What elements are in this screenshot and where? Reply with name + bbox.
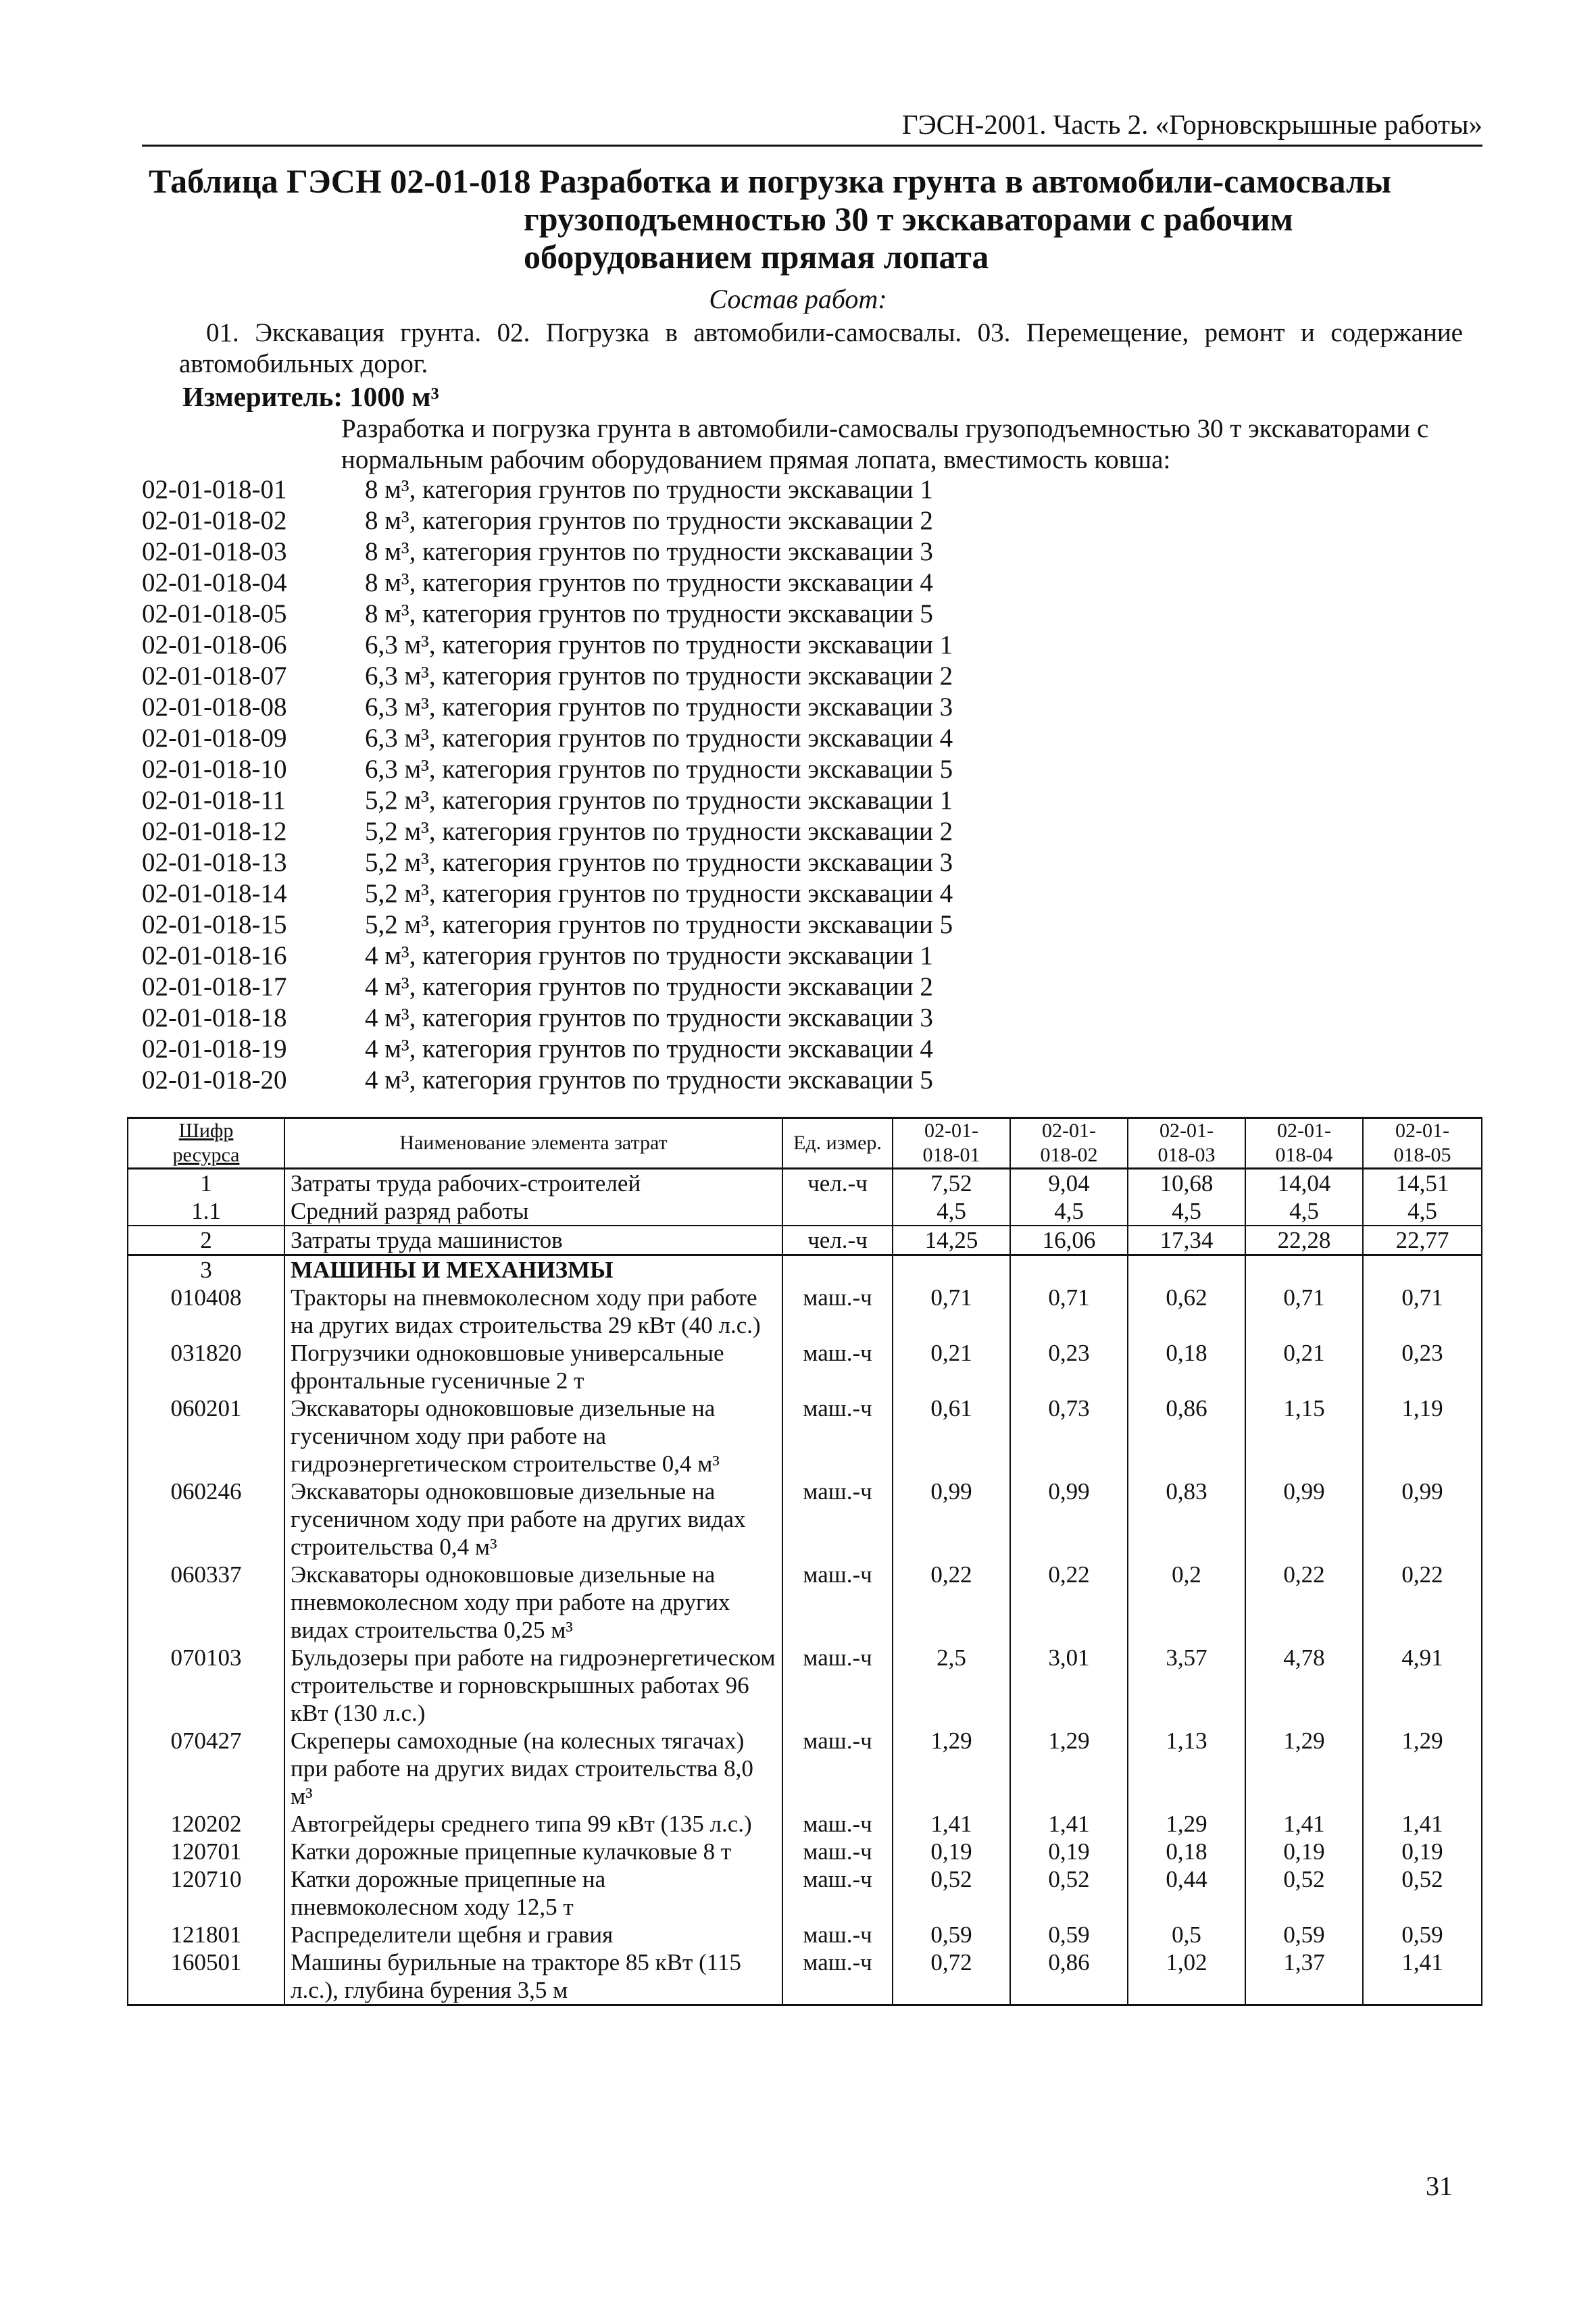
- header-code-line2: ресурса: [172, 1144, 240, 1166]
- cell-value: 0,62: [1128, 1284, 1245, 1339]
- cell-value: 1,41: [1245, 1810, 1363, 1838]
- code-list-item: [142, 972, 1482, 1003]
- code-number: 02-01-018-11: [142, 786, 286, 815]
- cell-unit: маш.-ч: [782, 1478, 893, 1561]
- cell-cost-element: Автогрейдеры среднего типа 99 кВт (135 л.с.): [284, 1810, 782, 1838]
- cell-value: 0,22: [1010, 1561, 1128, 1644]
- cell-unit: маш.-ч: [782, 1339, 893, 1394]
- cell-value: 0,99: [1363, 1478, 1482, 1561]
- cell-value: 0,99: [1245, 1478, 1363, 1561]
- code-number: 02-01-018-09: [142, 724, 287, 753]
- cell-cost-element: Бульдозеры при работе на гидроэнергетическом строительстве и горновскрышных работах 96 кВт (130 л.с.): [284, 1644, 782, 1727]
- cell-value: 1,29: [1010, 1727, 1128, 1810]
- table-row: [128, 1727, 1482, 1810]
- cell-value: 0,99: [893, 1478, 1010, 1561]
- cell-value: 0,59: [1363, 1921, 1482, 1948]
- code-description: 4 м³, категория грунтов по трудности экскавации 1: [365, 941, 933, 970]
- cell-value: 2,5: [893, 1644, 1010, 1727]
- code-list-item: [142, 816, 1482, 847]
- cell-value: 1,41: [1010, 1810, 1128, 1838]
- code-description: 6,3 м³, категория грунтов по трудности экскавации 2: [365, 661, 953, 690]
- cell-cost-element: Затраты труда машинистов: [284, 1226, 782, 1255]
- cell-value: 4,5: [893, 1197, 1010, 1226]
- codes-intro: Разработка и погрузка грунта в автомобили-самосвалы грузоподъемностью 30 т экскаваторами с нормальным рабочим оборудованием прямая лопата, вместимость ковша:: [341, 414, 1429, 474]
- cell-value: 0,2: [1128, 1561, 1245, 1644]
- cell-value: 16,06: [1010, 1226, 1128, 1255]
- cell-value: 0,83: [1128, 1478, 1245, 1561]
- table-row: [128, 1169, 1482, 1198]
- code-description: 8 м³, категория грунтов по трудности экскавации 2: [365, 506, 933, 535]
- cell-resource-code: 121801: [128, 1921, 284, 1948]
- cell-value: [1245, 1255, 1363, 1284]
- cell-value: [1010, 1255, 1128, 1284]
- cell-resource-code: 3: [128, 1255, 284, 1284]
- cell-value: 0,72: [893, 1948, 1010, 2005]
- code-list-item: [142, 940, 1482, 972]
- cell-value: 0,18: [1128, 1838, 1245, 1865]
- code-description: 5,2 м³, категория грунтов по трудности экскавации 5: [365, 910, 953, 939]
- cell-unit: маш.-ч: [782, 1284, 893, 1339]
- cell-value: 0,71: [1245, 1284, 1363, 1339]
- cell-cost-element: Скреперы самоходные (на колесных тягачах) при работе на других видах строительства 8,0 м³: [284, 1727, 782, 1810]
- cell-resource-code: 160501: [128, 1948, 284, 2005]
- composition-heading: Состав работ:: [709, 284, 887, 314]
- cell-value: 14,25: [893, 1226, 1010, 1255]
- header-col-1: 02-01- 018-01: [893, 1118, 1010, 1169]
- running-header: ГЭСН-2001. Часть 2. «Горновскрышные работы»: [142, 108, 1482, 147]
- table-row: [128, 1284, 1482, 1339]
- code-description: 4 м³, категория грунтов по трудности экскавации 2: [365, 972, 933, 1001]
- code-number: 02-01-018-03: [142, 537, 287, 566]
- cell-value: 0,99: [1010, 1478, 1128, 1561]
- cell-value: 1,29: [1363, 1727, 1482, 1810]
- cell-resource-code: 010408: [128, 1284, 284, 1339]
- cell-value: 0,86: [1128, 1394, 1245, 1478]
- cell-value: 0,59: [1010, 1921, 1128, 1948]
- code-list-item: [142, 474, 1482, 505]
- table-row: [128, 1478, 1482, 1561]
- cell-value: 4,5: [1128, 1197, 1245, 1226]
- cell-value: 0,52: [893, 1865, 1010, 1921]
- code-list-item: [142, 909, 1482, 940]
- cell-value: 0,73: [1010, 1394, 1128, 1478]
- cell-value: 3,01: [1010, 1644, 1128, 1727]
- code-list-item: [142, 723, 1482, 754]
- cell-resource-code: 120202: [128, 1810, 284, 1838]
- cell-value: 4,5: [1245, 1197, 1363, 1226]
- cell-unit: чел.-ч: [782, 1226, 893, 1255]
- measure-unit: Измеритель: 1000 м³: [182, 381, 439, 412]
- cell-value: 0,21: [893, 1339, 1010, 1394]
- code-number: 02-01-018-15: [142, 910, 287, 939]
- cell-value: 1,29: [1245, 1727, 1363, 1810]
- cell-unit: маш.-ч: [782, 1865, 893, 1921]
- cell-resource-code: 1.1: [128, 1197, 284, 1226]
- cell-value: 17,34: [1128, 1226, 1245, 1255]
- code-number: 02-01-018-06: [142, 630, 287, 659]
- cell-value: 3,57: [1128, 1644, 1245, 1727]
- code-number: 02-01-018-01: [142, 475, 287, 504]
- page-number: 31: [1426, 2171, 1453, 2201]
- cell-value: 0,71: [1010, 1284, 1128, 1339]
- cell-cost-element: МАШИНЫ И МЕХАНИЗМЫ: [284, 1255, 782, 1284]
- cell-value: 1,29: [893, 1727, 1010, 1810]
- cell-value: 0,21: [1245, 1339, 1363, 1394]
- table-row: [128, 1339, 1482, 1394]
- cell-value: 22,28: [1245, 1226, 1363, 1255]
- table-row: [128, 1921, 1482, 1948]
- code-description: 5,2 м³, категория грунтов по трудности экскавации 3: [365, 848, 953, 877]
- cell-value: 4,5: [1363, 1197, 1482, 1226]
- code-description: 6,3 м³, категория грунтов по трудности экскавации 3: [365, 693, 953, 722]
- cell-value: 22,77: [1363, 1226, 1482, 1255]
- code-list-item: [142, 1003, 1482, 1034]
- cell-cost-element: Тракторы на пневмоколесном ходу при работе на других видах строительства 29 кВт (40 л.с.): [284, 1284, 782, 1339]
- cell-unit: [782, 1197, 893, 1226]
- table-title: [149, 162, 1432, 276]
- cell-value: 14,04: [1245, 1169, 1363, 1198]
- cell-value: 10,68: [1128, 1169, 1245, 1198]
- cell-resource-code: 031820: [128, 1339, 284, 1394]
- table-row: [128, 1810, 1482, 1838]
- cell-cost-element: Катки дорожные прицепные кулачковые 8 т: [284, 1838, 782, 1865]
- header-code-line1: Шифр: [178, 1120, 234, 1142]
- table-row: [128, 1948, 1482, 2005]
- cell-cost-element: Катки дорожные прицепные на пневмоколесном ходу 12,5 т: [284, 1865, 782, 1921]
- cell-cost-element: Распределители щебня и гравия: [284, 1921, 782, 1948]
- cell-resource-code: 070103: [128, 1644, 284, 1727]
- cell-value: 0,22: [1245, 1561, 1363, 1644]
- cell-unit: маш.-ч: [782, 1561, 893, 1644]
- cell-value: 7,52: [893, 1169, 1010, 1198]
- code-description: 5,2 м³, категория грунтов по трудности экскавации 2: [365, 817, 953, 846]
- code-list-item: [142, 1065, 1482, 1096]
- cell-cost-element: Экскаваторы одноковшовые дизельные на гусеничном ходу при работе на других видах строительства 0,4 м³: [284, 1478, 782, 1561]
- cell-value: 0,61: [893, 1394, 1010, 1478]
- cell-value: 0,18: [1128, 1339, 1245, 1394]
- header-col-3: 02-01- 018-03: [1128, 1118, 1245, 1169]
- header-unit: Ед. измер.: [782, 1118, 893, 1169]
- cell-unit: [782, 1255, 893, 1284]
- cell-resource-code: 1: [128, 1169, 284, 1198]
- code-list-item: [142, 661, 1482, 692]
- code-description: 8 м³, категория грунтов по трудности экскавации 1: [365, 475, 933, 504]
- cell-value: 0,86: [1010, 1948, 1128, 2005]
- code-description: 8 м³, категория грунтов по трудности экскавации 3: [365, 537, 933, 566]
- cell-value: 1,41: [1363, 1810, 1482, 1838]
- cell-resource-code: 120701: [128, 1838, 284, 1865]
- cell-resource-code: 060337: [128, 1561, 284, 1644]
- code-number: 02-01-018-04: [142, 568, 287, 597]
- code-number: 02-01-018-20: [142, 1065, 287, 1095]
- cell-value: 1,41: [1363, 1948, 1482, 2005]
- cell-value: 0,23: [1010, 1339, 1128, 1394]
- header-col-5: 02-01- 018-05: [1363, 1118, 1482, 1169]
- code-number: 02-01-018-02: [142, 506, 287, 535]
- cell-value: 4,78: [1245, 1644, 1363, 1727]
- header-col-4: 02-01- 018-04: [1245, 1118, 1363, 1169]
- code-description: 8 м³, категория грунтов по трудности экскавации 5: [365, 599, 933, 628]
- code-list: [142, 474, 1482, 1096]
- table-row: [128, 1644, 1482, 1727]
- table-row: [128, 1226, 1482, 1255]
- cell-value: 0,71: [893, 1284, 1010, 1339]
- table-body: [128, 1169, 1482, 2005]
- cell-resource-code: 070427: [128, 1727, 284, 1810]
- table-row: [128, 1865, 1482, 1921]
- table-header-row: [128, 1118, 1482, 1169]
- cell-value: 0,5: [1128, 1921, 1245, 1948]
- cell-cost-element: Средний разряд работы: [284, 1197, 782, 1226]
- cell-value: 0,22: [1363, 1561, 1482, 1644]
- cell-value: 0,52: [1245, 1865, 1363, 1921]
- code-number: 02-01-018-07: [142, 661, 287, 690]
- cell-value: 0,22: [893, 1561, 1010, 1644]
- cell-value: 9,04: [1010, 1169, 1128, 1198]
- cell-value: [1363, 1255, 1482, 1284]
- resource-table: [127, 1117, 1482, 2006]
- code-number: 02-01-018-17: [142, 972, 287, 1001]
- cell-unit: маш.-ч: [782, 1394, 893, 1478]
- cell-value: 1,41: [893, 1810, 1010, 1838]
- cell-unit: маш.-ч: [782, 1948, 893, 2005]
- cell-value: 0,19: [893, 1838, 1010, 1865]
- cell-value: 0,44: [1128, 1865, 1245, 1921]
- cell-value: 0,19: [1245, 1838, 1363, 1865]
- cell-value: 1,13: [1128, 1727, 1245, 1810]
- cell-cost-element: Затраты труда рабочих-строителей: [284, 1169, 782, 1198]
- cell-value: 0,19: [1363, 1838, 1482, 1865]
- table-row: [128, 1197, 1482, 1226]
- code-number: 02-01-018-19: [142, 1034, 287, 1063]
- code-number: 02-01-018-12: [142, 817, 287, 846]
- code-description: 5,2 м³, категория грунтов по трудности экскавации 4: [365, 879, 953, 908]
- cell-cost-element: Экскаваторы одноковшовые дизельные на пневмоколесном ходу при работе на других видах строительства 0,25 м³: [284, 1561, 782, 1644]
- cell-resource-code: 120710: [128, 1865, 284, 1921]
- code-list-item: [142, 630, 1482, 661]
- code-description: 4 м³, категория грунтов по трудности экскавации 5: [365, 1065, 933, 1095]
- table-row: [128, 1838, 1482, 1865]
- cell-value: 0,71: [1363, 1284, 1482, 1339]
- cell-unit: маш.-ч: [782, 1727, 893, 1810]
- cell-value: 0,59: [1245, 1921, 1363, 1948]
- composition-text: 01. Экскавация грунта. 02. Погрузка в автомобили-самосвалы. 03. Перемещение, ремонт и содержание автомобильных дорог.: [179, 318, 1463, 378]
- cell-value: 0,19: [1010, 1838, 1128, 1865]
- code-number: 02-01-018-16: [142, 941, 287, 970]
- code-description: 4 м³, категория грунтов по трудности экскавации 3: [365, 1003, 933, 1032]
- code-list-item: [142, 1034, 1482, 1065]
- code-description: 4 м³, категория грунтов по трудности экскавации 4: [365, 1034, 933, 1063]
- code-list-item: [142, 878, 1482, 909]
- cell-value: 0,23: [1363, 1339, 1482, 1394]
- code-number: 02-01-018-08: [142, 693, 287, 722]
- table-row: [128, 1561, 1482, 1644]
- code-list-item: [142, 754, 1482, 785]
- cell-cost-element: Машины бурильные на тракторе 85 кВт (115 л.с.), глубина бурения 3,5 м: [284, 1948, 782, 2005]
- title-line-1: Таблица ГЭСН 02-01-018 Разработка и погрузка грунта в автомобили-самосвалы: [149, 162, 1392, 200]
- code-description: 6,3 м³, категория грунтов по трудности экскавации 1: [365, 630, 953, 659]
- cell-value: 1,29: [1128, 1810, 1245, 1838]
- cell-value: 0,52: [1010, 1865, 1128, 1921]
- cell-cost-element: Погрузчики одноковшовые универсальные фронтальные гусеничные 2 т: [284, 1339, 782, 1394]
- code-number: 02-01-018-05: [142, 599, 287, 628]
- cell-unit: маш.-ч: [782, 1644, 893, 1727]
- cell-value: 4,91: [1363, 1644, 1482, 1727]
- cell-value: [1128, 1255, 1245, 1284]
- code-list-item: [142, 568, 1482, 599]
- code-number: 02-01-018-14: [142, 879, 287, 908]
- header-cost-element: Наименование элемента затрат: [284, 1118, 782, 1169]
- cell-unit: маш.-ч: [782, 1810, 893, 1838]
- cell-unit: маш.-ч: [782, 1921, 893, 1948]
- table-row: [128, 1394, 1482, 1478]
- cell-value: 4,5: [1010, 1197, 1128, 1226]
- title-line-2: грузоподъемностью 30 т экскаваторами с рабочим: [524, 200, 1293, 238]
- cell-resource-code: 2: [128, 1226, 284, 1255]
- code-description: 5,2 м³, категория грунтов по трудности экскавации 1: [365, 786, 953, 815]
- code-description: 8 м³, категория грунтов по трудности экскавации 4: [365, 568, 933, 597]
- cell-unit: чел.-ч: [782, 1169, 893, 1198]
- code-number: 02-01-018-10: [142, 755, 287, 784]
- code-list-item: [142, 536, 1482, 568]
- code-list-item: [142, 692, 1482, 723]
- code-description: 6,3 м³, категория грунтов по трудности экскавации 5: [365, 755, 953, 784]
- cell-value: 1,37: [1245, 1948, 1363, 2005]
- code-number: 02-01-018-18: [142, 1003, 287, 1032]
- code-list-item: [142, 599, 1482, 630]
- cell-resource-code: 060246: [128, 1478, 284, 1561]
- cell-value: 14,51: [1363, 1169, 1482, 1198]
- cell-resource-code: 060201: [128, 1394, 284, 1478]
- cell-value: 1,19: [1363, 1394, 1482, 1478]
- cell-value: 0,52: [1363, 1865, 1482, 1921]
- code-list-item: [142, 785, 1482, 816]
- title-line-3: оборудованием прямая лопата: [524, 238, 989, 276]
- cell-value: 1,02: [1128, 1948, 1245, 2005]
- code-list-item: [142, 847, 1482, 878]
- cell-value: 1,15: [1245, 1394, 1363, 1478]
- code-description: 6,3 м³, категория грунтов по трудности экскавации 4: [365, 724, 953, 753]
- code-list-item: [142, 505, 1482, 536]
- cell-cost-element: Экскаваторы одноковшовые дизельные на гусеничном ходу при работе на гидроэнергетическом строительстве 0,4 м³: [284, 1394, 782, 1478]
- cell-unit: маш.-ч: [782, 1838, 893, 1865]
- header-resource-code: [128, 1118, 284, 1169]
- code-number: 02-01-018-13: [142, 848, 287, 877]
- table-row: [128, 1255, 1482, 1284]
- header-col-2: 02-01- 018-02: [1010, 1118, 1128, 1169]
- cell-value: 0,59: [893, 1921, 1010, 1948]
- cell-value: [893, 1255, 1010, 1284]
